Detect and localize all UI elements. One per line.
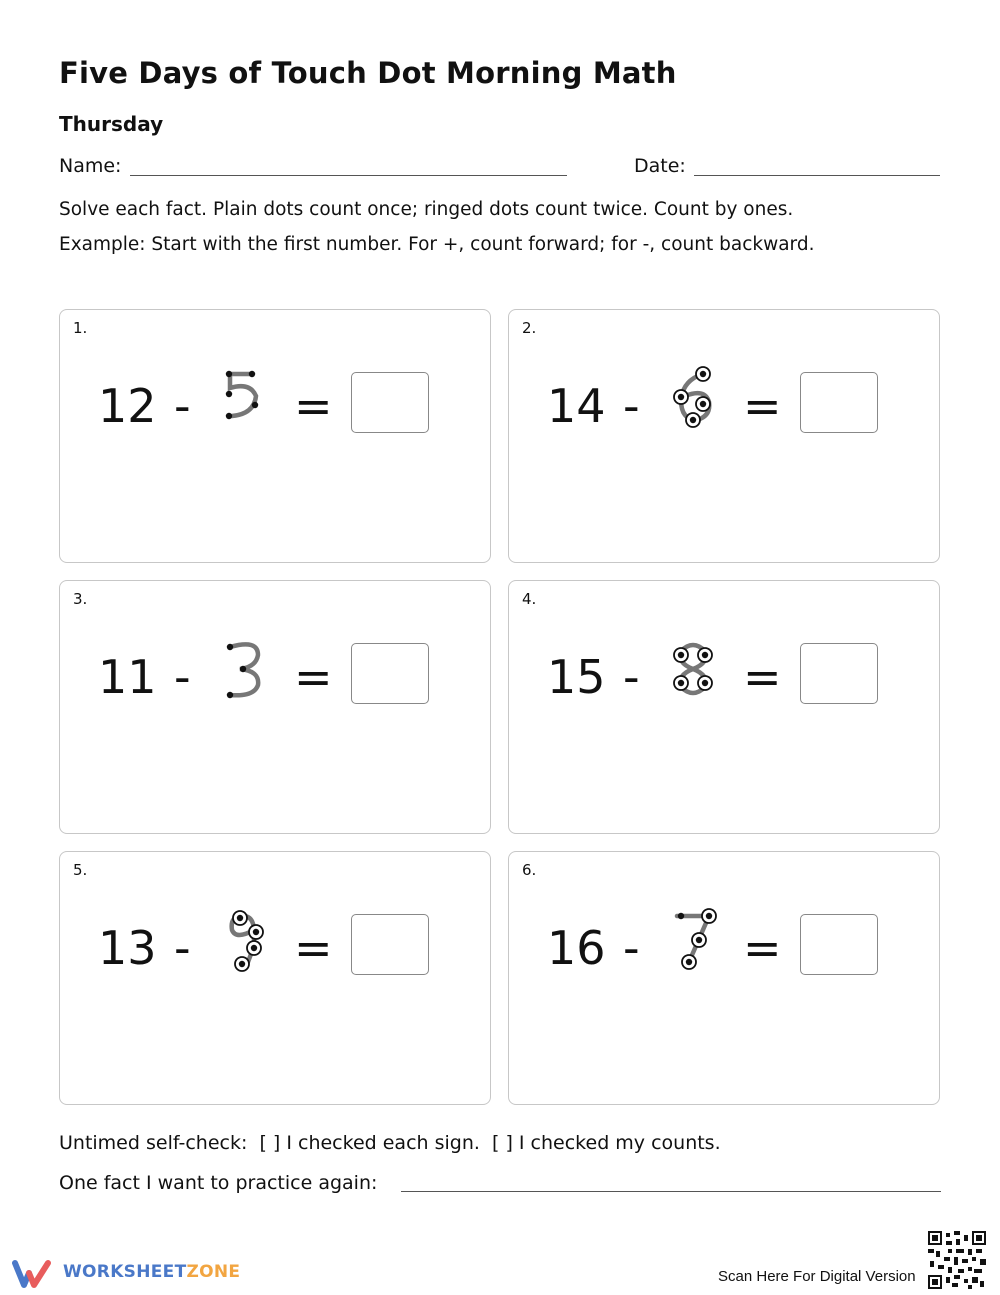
brand-word-1: WORKSHEET [63, 1262, 187, 1282]
problem-number: 3. [73, 590, 88, 608]
equals-sign: = [294, 921, 333, 975]
touch-dot [227, 692, 233, 698]
minuend: 16 [547, 921, 606, 975]
qr-code-icon[interactable] [928, 1231, 986, 1289]
problem-number: 4. [522, 590, 537, 608]
problem-card [508, 851, 940, 1105]
touch-dot [690, 417, 696, 423]
practice-label: One fact I want to practice again: [59, 1172, 378, 1194]
page-title: Five Days of Touch Dot Morning Math [59, 56, 677, 90]
touch-dot [702, 680, 708, 686]
equation [509, 372, 939, 442]
minus-sign: - [623, 921, 640, 975]
worksheetzone-logo [12, 1257, 242, 1291]
equals-sign: = [743, 921, 782, 975]
answer-box[interactable] [351, 914, 429, 975]
logo-mark-icon [12, 1257, 56, 1291]
touch-dot [226, 413, 232, 419]
touch-dot-digit-7 [669, 906, 721, 978]
minus-sign: - [174, 379, 191, 433]
minuend: 11 [98, 650, 157, 704]
problem-card [59, 309, 491, 563]
touch-dot [686, 959, 692, 965]
problem-card [508, 580, 940, 834]
touch-dot [227, 644, 233, 650]
answer-box[interactable] [800, 914, 878, 975]
practice-line[interactable] [401, 1191, 941, 1192]
equation [509, 643, 939, 713]
touch-dot [251, 945, 257, 951]
scan-caption: Scan Here For Digital Version [718, 1268, 916, 1285]
minus-sign: - [174, 650, 191, 704]
problem-number: 5. [73, 861, 88, 879]
date-label: Date: [634, 155, 686, 177]
touch-dot [237, 915, 243, 921]
digit-stroke [230, 374, 256, 416]
instruction-line-1: Solve each fact. Plain dots count once; ringed dots count twice. Count by ones. [59, 199, 794, 220]
equation [60, 372, 490, 442]
touch-dot [702, 652, 708, 658]
touch-dot-digit-6 [669, 364, 721, 436]
problem-number: 1. [73, 319, 88, 337]
touch-dot [696, 937, 702, 943]
touch-dot [678, 394, 684, 400]
touch-dot [700, 401, 706, 407]
touch-dot [678, 652, 684, 658]
problem-number: 6. [522, 861, 537, 879]
equals-sign: = [294, 379, 333, 433]
equation [509, 914, 939, 984]
problem-card [59, 851, 491, 1105]
problem-card [508, 309, 940, 563]
touch-dot [226, 391, 232, 397]
equation [60, 914, 490, 984]
equals-sign: = [743, 650, 782, 704]
touch-dot-digit-8 [669, 635, 721, 707]
problem-number: 2. [522, 319, 537, 337]
answer-box[interactable] [351, 372, 429, 433]
touch-dot [678, 680, 684, 686]
equals-sign: = [743, 379, 782, 433]
touch-dot [252, 402, 258, 408]
minuend: 14 [547, 379, 606, 433]
touch-dot [700, 371, 706, 377]
minuend: 12 [98, 379, 157, 433]
touch-dot [240, 666, 246, 672]
minuend: 15 [547, 650, 606, 704]
self-check-text: Untimed self-check: [ ] I checked each sign. [ ] I checked my counts. [59, 1132, 721, 1154]
touch-dot [239, 961, 245, 967]
touch-dot-digit-3 [220, 635, 272, 707]
name-line[interactable] [130, 175, 567, 176]
minus-sign: - [623, 650, 640, 704]
equals-sign: = [294, 650, 333, 704]
touch-dot [706, 913, 712, 919]
name-label: Name: [59, 155, 122, 177]
minus-sign: - [623, 379, 640, 433]
touch-dot [253, 929, 259, 935]
touch-dot [249, 371, 255, 377]
minuend: 13 [98, 921, 157, 975]
day-subtitle: Thursday [59, 112, 164, 136]
touch-dot [226, 371, 232, 377]
problem-card [59, 580, 491, 834]
touch-dot-digit-5 [220, 364, 272, 436]
equation [60, 643, 490, 713]
instruction-line-2: Example: Start with the first number. For +, count forward; for -, count backward. [59, 234, 815, 255]
minus-sign: - [174, 921, 191, 975]
date-line[interactable] [694, 175, 940, 176]
touch-dot [678, 913, 684, 919]
answer-box[interactable] [351, 643, 429, 704]
answer-box[interactable] [800, 643, 878, 704]
touch-dot-digit-9 [220, 906, 272, 978]
answer-box[interactable] [800, 372, 878, 433]
brand-word-2: ZONE [186, 1262, 241, 1282]
